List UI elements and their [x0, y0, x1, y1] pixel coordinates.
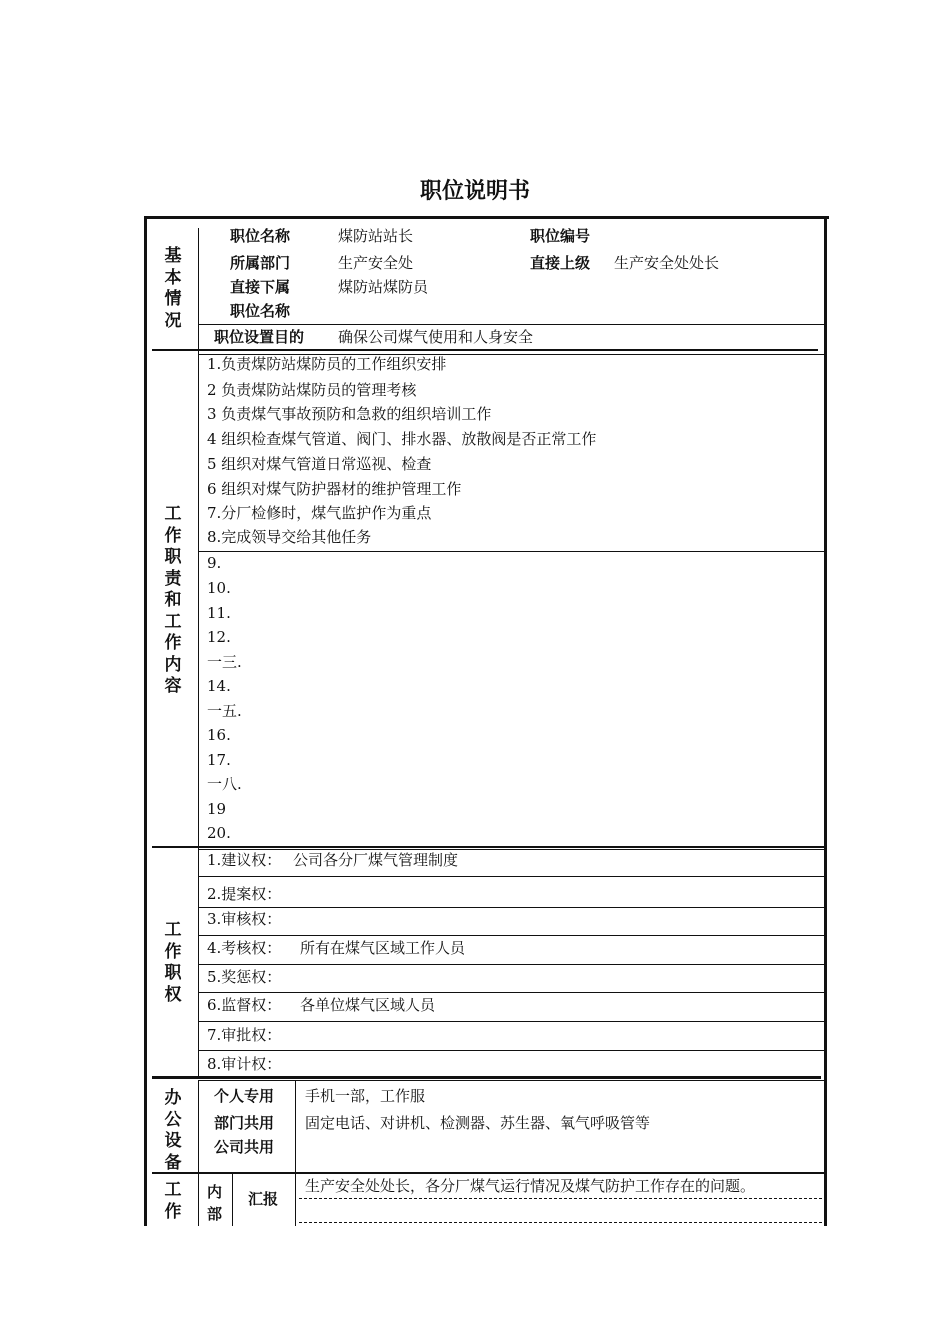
- purpose-value: 确保公司煤气使用和人身安全: [338, 328, 534, 346]
- duty-item: 5 组织对煤气管道日常巡视、检查: [207, 455, 432, 473]
- subordinate-value: 煤防站煤防员: [338, 278, 429, 296]
- duty-blank-item: 一五.: [207, 702, 242, 720]
- section-label-duties: 工作职责和工作内容: [164, 504, 182, 696]
- duty-blank-item: 一八.: [207, 775, 242, 793]
- authority-item-label: 5.奖惩权：: [207, 968, 282, 986]
- department-shared-value: 固定电话、对讲机、检测器、苏生器、氧气呼吸管等: [305, 1114, 651, 1132]
- duty-blank-item: 11.: [207, 604, 231, 622]
- duty-item: 8.完成领导交给其他任务: [207, 528, 372, 546]
- position-name-label: 职位名称: [230, 227, 291, 245]
- subordinate-label-2: 职位名称: [230, 302, 291, 320]
- personal-value: 手机一部，工作服: [305, 1087, 426, 1105]
- personal-label: 个人专用: [214, 1087, 275, 1105]
- internal-label: 内部: [207, 1183, 223, 1223]
- department-label: 所属部门: [230, 254, 291, 272]
- position-name-value: 煤防站站长: [338, 227, 414, 245]
- page-title: 职位说明书: [419, 179, 530, 204]
- authority-item-value: 所有在煤气区域工作人员: [300, 939, 466, 957]
- department-value: 生产安全处: [338, 254, 414, 272]
- authority-item-value: 公司各分厂煤气管理制度: [293, 851, 459, 869]
- authority-item-label: 6.监督权：: [207, 996, 282, 1014]
- section-label-authority: 工作职权: [164, 920, 182, 1005]
- section-label-equipment: 办公设备: [164, 1088, 182, 1173]
- authority-item-label: 8.审计权：: [207, 1055, 282, 1073]
- duty-blank-item: 一三.: [207, 653, 242, 671]
- authority-item-label: 1.建议权：: [207, 851, 282, 869]
- duty-blank-item: 19: [207, 800, 227, 818]
- section-label-basic: 基本情况: [164, 246, 182, 331]
- authority-item-value: 各单位煤气区域人员: [300, 996, 436, 1014]
- duty-blank-item: 12.: [207, 628, 231, 646]
- authority-item-label: 7.审批权：: [207, 1026, 282, 1044]
- duty-item: 1.负责煤防站煤防员的工作组织安排: [207, 355, 447, 373]
- purpose-label: 职位设置目的: [214, 328, 305, 346]
- duty-blank-item: 17.: [207, 751, 231, 769]
- position-no-label: 职位编号: [530, 227, 591, 245]
- company-shared-label: 公司共用: [214, 1138, 275, 1156]
- superior-value: 生产安全处处长: [614, 254, 720, 272]
- report-label: 汇报: [248, 1190, 279, 1208]
- department-shared-label: 部门共用: [214, 1114, 275, 1132]
- duty-item: 3 负责煤气事故预防和急救的组织培训工作: [207, 405, 492, 423]
- duty-blank-item: 10.: [207, 579, 231, 597]
- duty-item: 2 负责煤防站煤防员的管理考核: [207, 381, 417, 399]
- duty-blank-item: 20.: [207, 824, 231, 842]
- duty-item: 7.分厂检修时，煤气监护作为重点: [207, 504, 432, 522]
- section-label-relations: 工作: [164, 1180, 182, 1222]
- duty-blank-item: 9.: [207, 554, 222, 572]
- superior-label: 直接上级: [530, 254, 591, 272]
- duty-item: 4 组织检查煤气管道、阀门、排水器、放散阀是否正常工作: [207, 430, 597, 448]
- duty-item: 6 组织对煤气防护器材的维护管理工作: [207, 480, 462, 498]
- duty-blank-item: 16.: [207, 726, 231, 744]
- authority-item-label: 3.审核权：: [207, 910, 282, 928]
- authority-item-label: 4.考核权：: [207, 939, 282, 957]
- report-value: 生产安全处处长，各分厂煤气运行情况及煤气防护工作存在的问题。: [305, 1177, 756, 1195]
- authority-item-label: 2.提案权：: [207, 885, 282, 903]
- subordinate-label: 直接下属: [230, 278, 291, 296]
- duty-blank-item: 14.: [207, 677, 231, 695]
